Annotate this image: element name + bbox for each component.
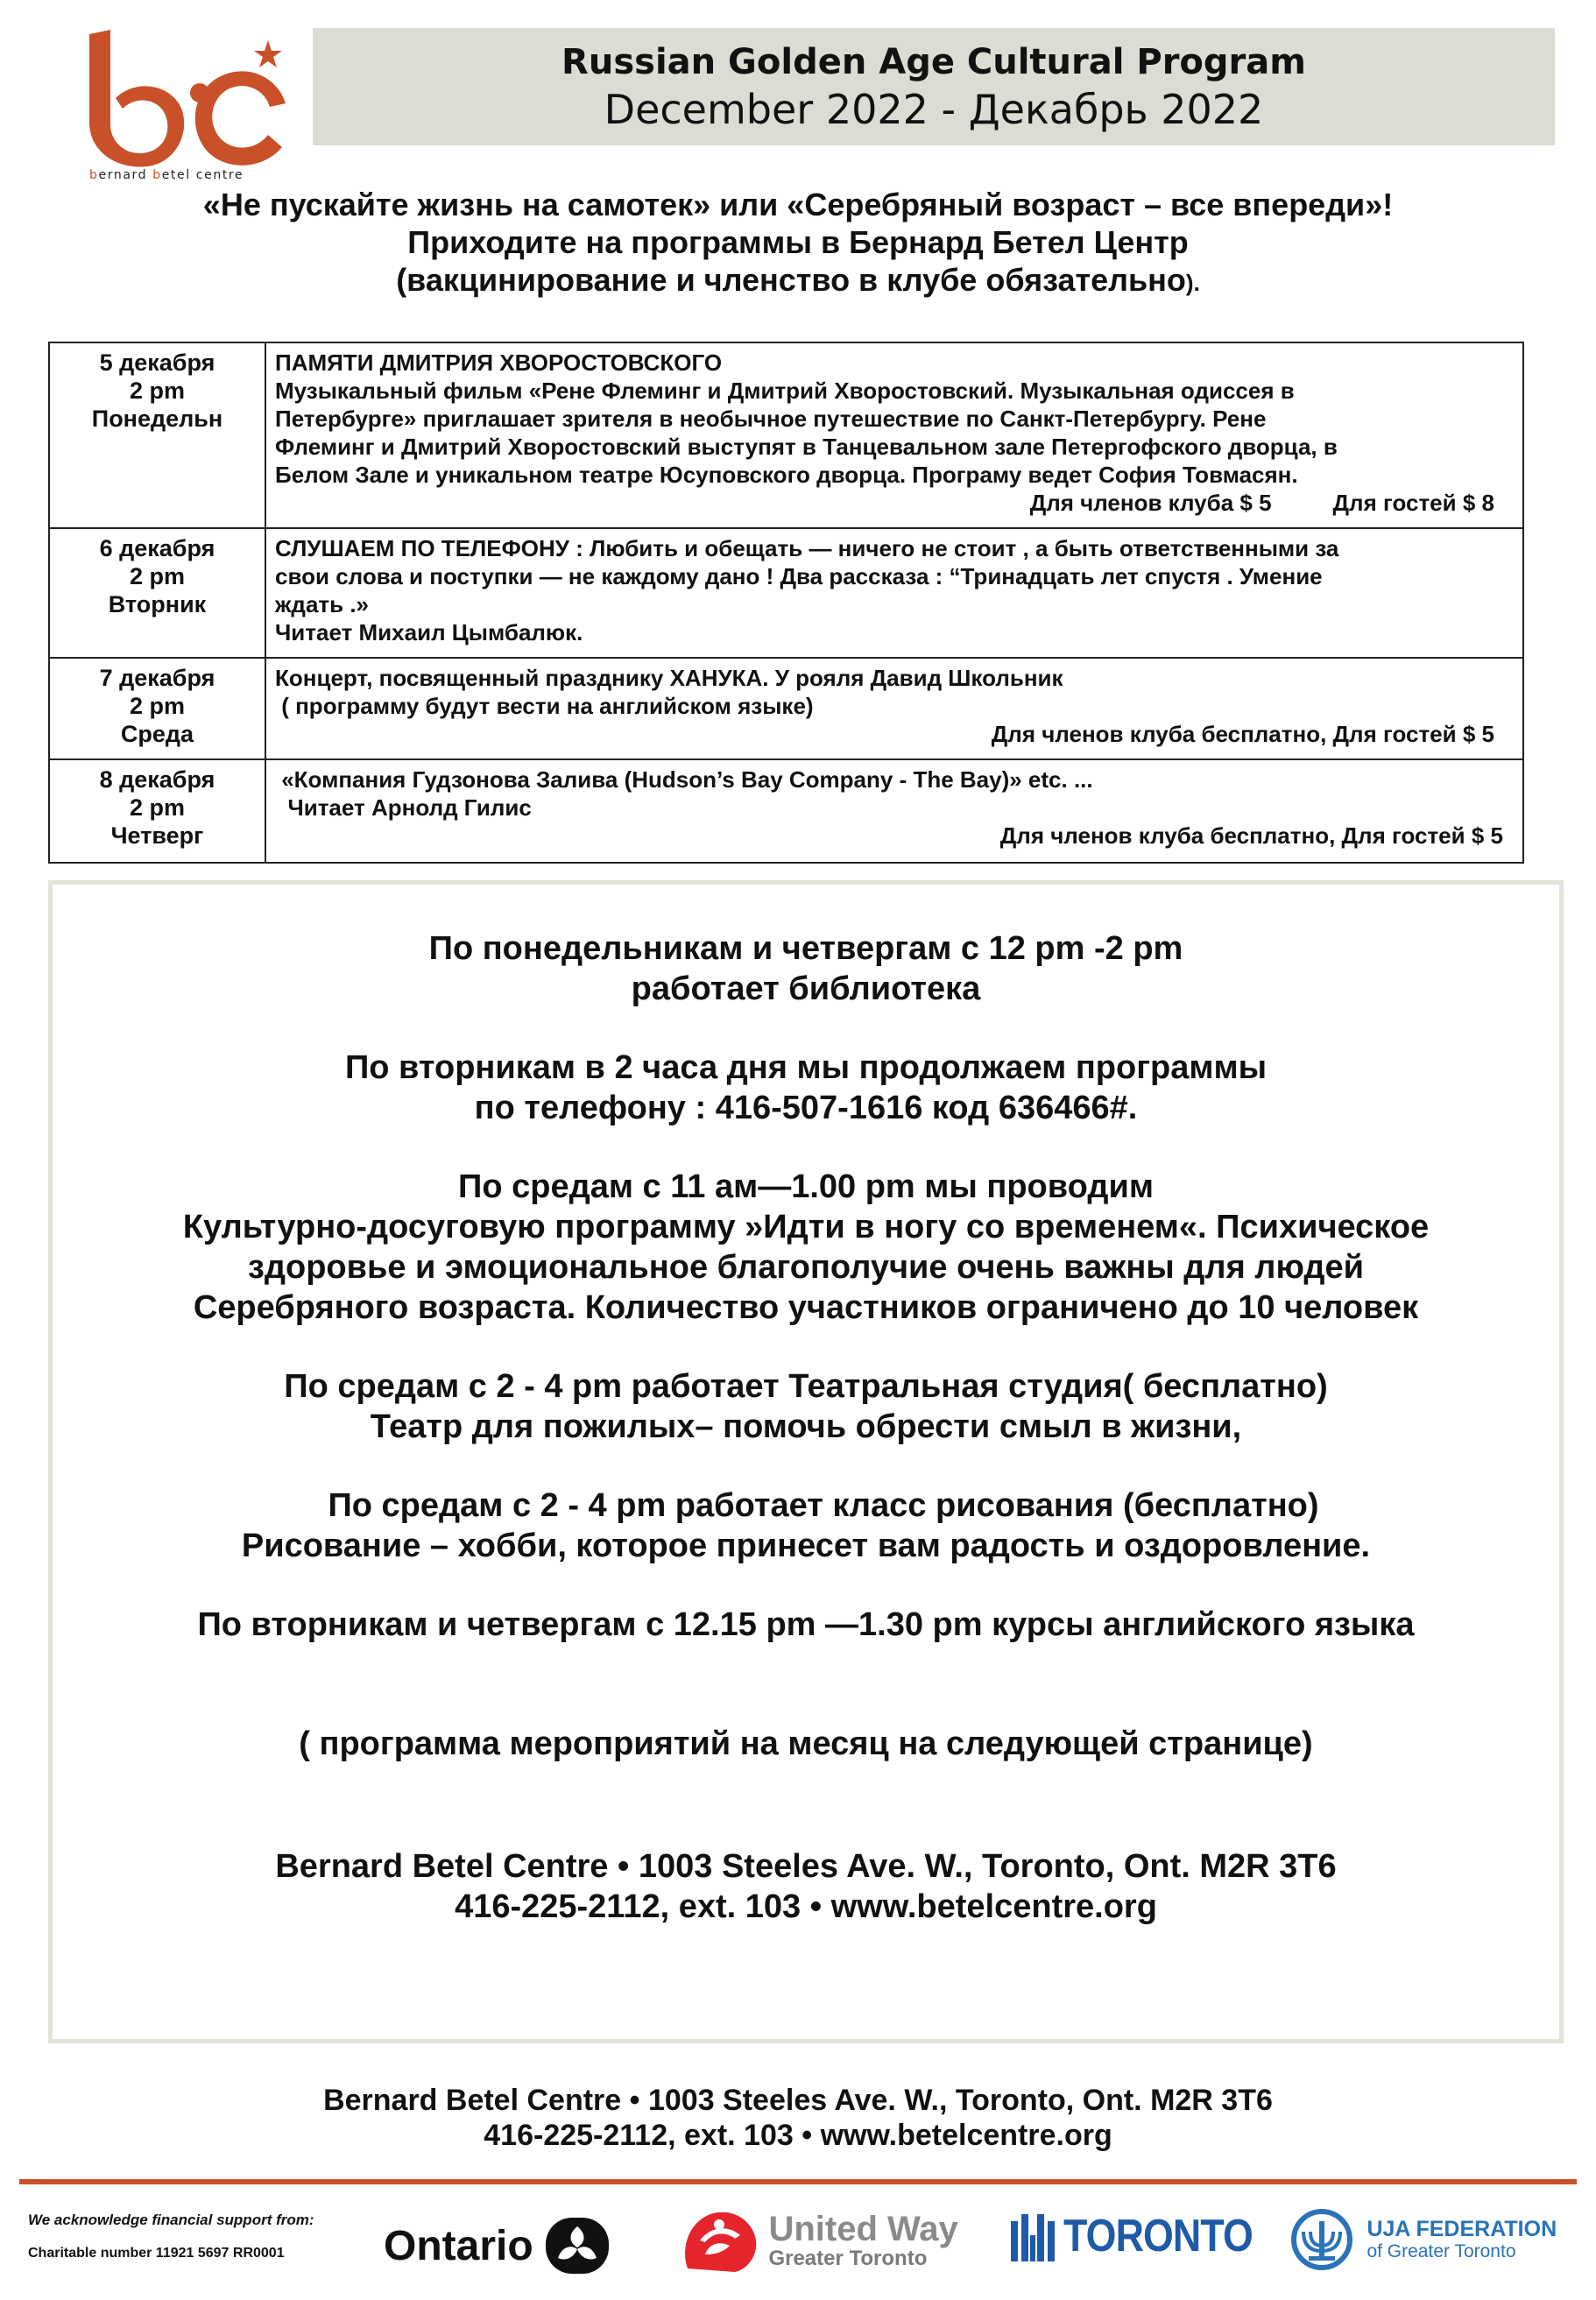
schedule-row [49,658,1523,759]
title-band [313,28,1555,145]
schedule-row [49,342,1523,528]
footer-divider [19,2179,1577,2184]
tagline [0,186,1596,302]
schedule-description [265,759,1523,863]
info-line: По понедельникам и четвергам с 12 pm -2 pm [428,930,1183,967]
schedule-row [49,528,1523,658]
acknowledgement: We acknowledge financial support from: [28,2212,314,2228]
info-line: По вторникам и четвергам с 12.15 pm —1.30 pm курсы английского языка [197,1606,1415,1643]
schedule-description [265,658,1523,759]
library-hours [53,928,1559,1009]
info-line: по телефону : 416-507-1616 код 636466#. [474,1090,1138,1126]
event-line: ПАМЯТИ ДМИТРИЯ ХВОРОСТОВСКОГО [275,349,723,376]
united-way-hand-icon [679,2205,759,2275]
info-line: По средам с 11 ам—1.00 pm мы проводим [458,1168,1154,1205]
schedule-row [49,759,1523,863]
event-date: 6 декабря [99,535,215,561]
event-time: 2 pm [129,693,186,719]
program-title: Russian Golden Age Cultural Program [561,42,1306,82]
event-line: свои слова и поступки — не каждому дано ! Два рассказа : “Тринадцать лет спустя . Умение [275,563,1323,589]
schedule-table [48,342,1524,864]
event-weekday: Понедельн [91,406,223,432]
event-line: ждать .» [275,591,370,617]
event-time: 2 pm [129,794,186,821]
event-line: Читает Михаил Цымбалюк. [275,619,583,646]
event-weekday: Четверг [110,822,204,849]
trillium-icon [546,2218,609,2274]
logo-bc-mark-icon [81,30,291,179]
info-line: Серебряного возраста. Количество участников ограничено до 10 человек [193,1289,1419,1326]
program-month: December 2022 - Декабрь 2022 [604,86,1264,133]
uja-region: of Greater Toronto [1366,2241,1516,2261]
event-line: Концерт, посвященный празднику ХАНУКА. У рояля Давид Школьник [275,665,1063,691]
footer-contact-line: 416-225-2112, ext. 103 • www.betelcentre.org [484,2119,1112,2152]
schedule-description [265,342,1523,528]
event-line: «Компания Гудзонова Залива (Hudson’s Bay Company - The Bay)» etc. ... [275,766,1093,793]
next-page-note [53,1724,1559,1764]
price-guests: Для гостей $ 8 [1332,490,1494,516]
event-line: Белом Зале и уникальном театре Юсуповского дворца. Програму ведет София Товмасян. [275,462,1298,488]
toronto-logo [1007,2209,1284,2263]
event-weekday: Среда [120,721,194,747]
event-line: СЛУШАЕМ ПО ТЕЛЕФОНУ : Любить и обещать — ничего не стоит , а быть ответственными за [275,535,1339,561]
info-box [48,880,1564,2043]
info-line: Рисование – хобби, которое принесет вам радость и оздоровление. [241,1527,1371,1564]
info-line: Bernard Betel Centre • 1003 Steeles Ave. W., Toronto, Ont. M2R 3T6 [275,1848,1337,1885]
event-line: Петербурге» приглашает зрителя в необычное путешествие по Санкт-Петербургу. Рене [275,406,1267,432]
event-price [275,489,1514,517]
united-way-logo [679,2205,958,2284]
event-date: 5 декабря [99,349,215,376]
schedule-when [49,658,265,759]
tagline-line-1: «Не пускайте жизнь на самотек» или «Серебряный возраст – все впереди»! [202,187,1394,222]
info-line: работает библиотека [631,970,981,1007]
toronto-city-hall-icon [1007,2209,1060,2263]
centre-logo [81,30,291,186]
footer-address [0,2083,1596,2153]
info-line: По средам с 2 - 4 pm работает Театральная студия( бесплатно) [284,1368,1328,1405]
drawing-class [53,1485,1559,1566]
uja-federation-logo [1288,2209,1557,2270]
schedule-when [49,528,265,658]
event-line: ( программу будут вести на английском языке) [275,693,814,719]
info-line: По средам с 2 - 4 pm работает класс рисования (бесплатно) [328,1487,1319,1524]
event-date: 8 декабря [99,766,215,793]
info-line: здоровье и эмоциональное благополучие очень важны для людей [247,1249,1365,1286]
wednesday-program [53,1167,1559,1328]
event-line: Музыкальный фильм «Рене Флеминг и Дмитрий Хворостовский. Музыкальная одиссея в [275,377,1295,404]
united-way-name: United Way [768,2210,958,2248]
schedule-when [49,759,265,863]
info-line: По вторникам в 2 часа дня мы продолжаем программы [344,1049,1268,1086]
info-line: ( программа мероприятий на месяц на следующей странице) [299,1725,1313,1762]
logo-brand-text: bernard betel centre [89,168,244,182]
info-line: 416-225-2112, ext. 103 • www.betelcentre.org [455,1888,1157,1925]
phone-program [53,1048,1559,1128]
event-price: Для членов клуба бесплатно, Для гостей $ 5 [999,822,1503,849]
tagline-line-2: Приходите на программы в Бернард Бетел Центр [407,224,1189,260]
english-courses [53,1605,1559,1645]
uja-name: UJA FEDERATION [1366,2217,1557,2241]
event-time: 2 pm [129,377,186,404]
united-way-region: Greater Toronto [768,2247,928,2270]
event-time: 2 pm [129,563,186,589]
event-weekday: Вторник [108,591,207,617]
uja-menorah-icon [1288,2209,1356,2270]
charitable-number: Charitable number 11921 5697 RR0001 [28,2246,285,2261]
event-price: Для членов клуба бесплатно, Для гостей $ 5 [991,721,1494,747]
event-line: Читает Арнолд Гилис [275,794,532,821]
event-date: 7 декабря [99,665,215,691]
schedule-when [49,342,265,528]
theatre-studio [53,1366,1559,1447]
info-address [53,1846,1559,1927]
info-line: Культурно-досуговую программу »Идти в ногу со временем«. Психическое [182,1209,1430,1245]
ontario-logo [384,2218,609,2279]
event-line: Флеминг и Дмитрий Хворостовский выступят в Танцевальном зале Петергофского дворца, в [275,434,1338,460]
toronto-wordmark: TORONTO [1063,2211,1253,2261]
tagline-line-3: (вакцинирование и членство в клубе обязательно). [396,262,1200,298]
schedule-description [265,528,1523,658]
ontario-wordmark: Ontario [384,2222,533,2269]
info-line: Театр для пожилых– помочь обрести смыл в жизни, [370,1408,1242,1445]
price-members: Для членов клуба $ 5 [1029,490,1272,516]
footer-address-line: Bernard Betel Centre • 1003 Steeles Ave. W., Toronto, Ont. M2R 3T6 [323,2084,1273,2117]
